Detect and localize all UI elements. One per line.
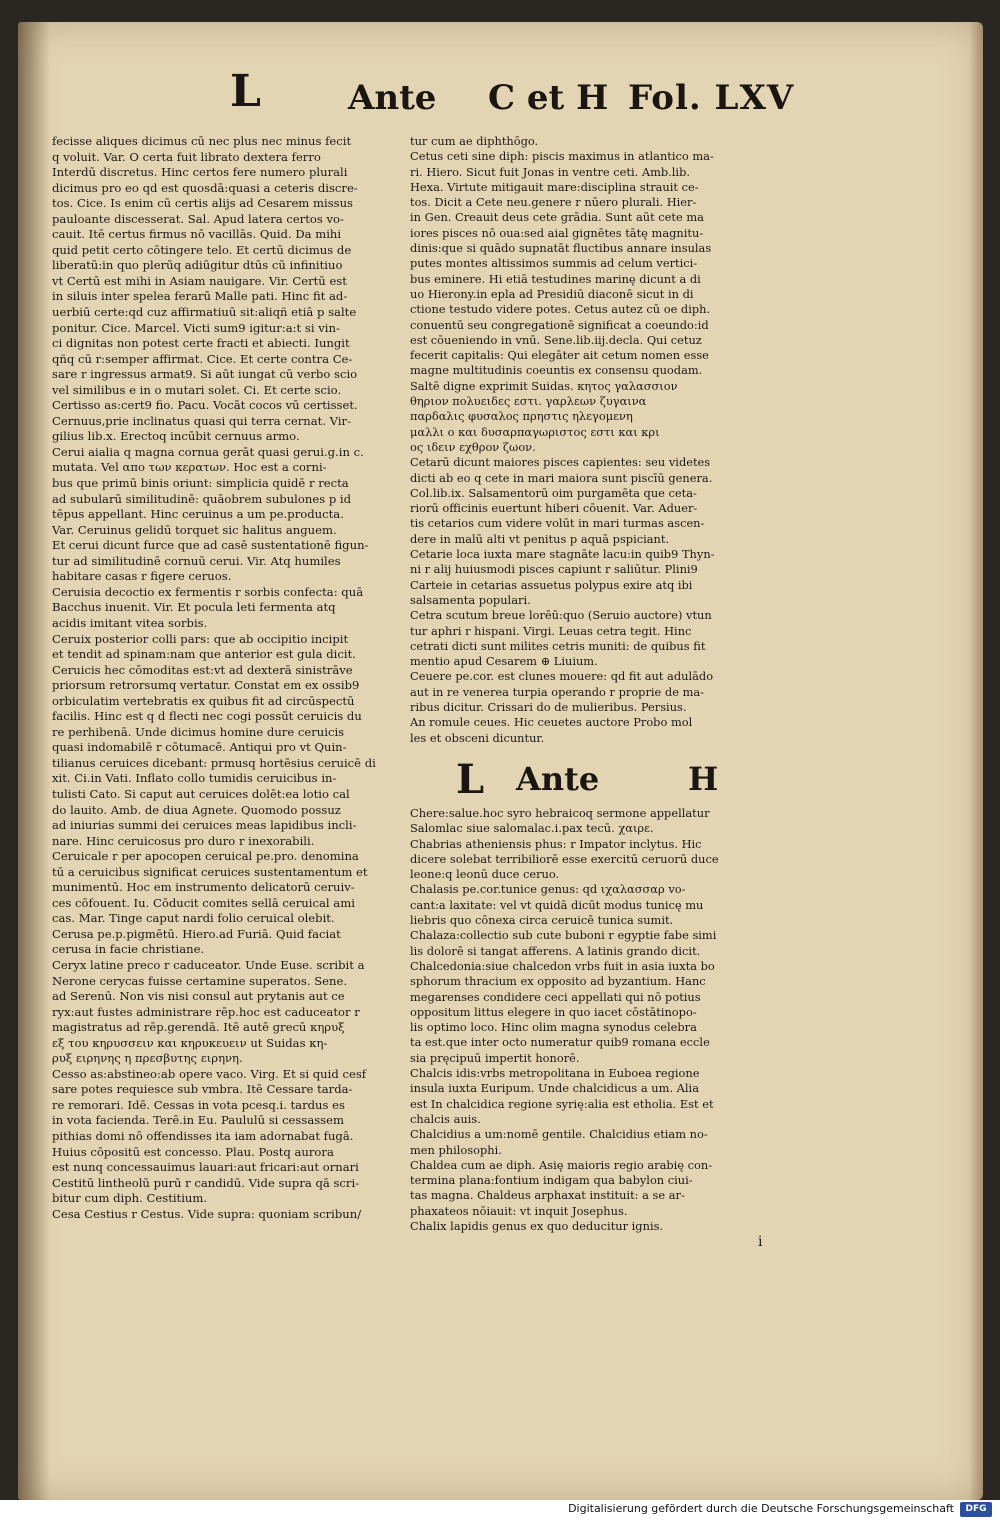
text-line: cas. Mar. Tinge caput nardi folio ceruical olebit.: [52, 911, 335, 926]
text-line: ci dignitas non potest certe fracti et abiecti. Iungit: [52, 336, 350, 351]
text-line: lis dolorē si tangat afferens. A latinis grando dicit.: [410, 943, 701, 958]
text-line: magne multitudinis coeuntis ex consensu quodam.: [410, 363, 703, 378]
text-line: tas magna. Chaldeus arphaxat instituit: a se ar-: [410, 1188, 685, 1203]
text-line: sare potes requiesce sub vmbra. Itē Cessare tarda-: [52, 1082, 353, 1097]
text-line: aut in re venerea turpia operando r proprie de ma-: [410, 684, 705, 699]
text-line: Cestitū lintheolū purū r candidū. Vide supra qā scri-: [52, 1175, 360, 1190]
text-line: Chalaza:collectio sub cute buboni r egyptie fabe simi: [410, 928, 717, 943]
text-line: chalcis auis.: [410, 1111, 481, 1126]
text-line: Ceuere pe.cor. est clunes mouere: qd fit aut adulādo: [410, 669, 714, 684]
text-line: vel similibus e in o mutari solet. Ci. Et certe scio.: [52, 382, 342, 397]
text-line: Bacchus inuenit. Vir. Et pocula leti fermenta atq: [52, 600, 336, 615]
spine-shadow: [18, 22, 50, 1500]
text-line: cauit. Itē certus firmus nō vacillās. Quid. Da mihi: [52, 227, 342, 242]
text-line: munimentū. Hoc em instrumento delicatorū ceruiv-: [52, 880, 355, 895]
text-line: dinis:que si quādo supnatāt fluctibus annare insulas: [410, 241, 712, 256]
text-line: re perhibenā. Unde dicimus homine dure ceruicis: [52, 724, 345, 739]
text-line: acidis imitant vitea sorbis.: [52, 615, 208, 630]
text-line: dicere solebat terribiliorē esse exercitū ceruorū duce: [410, 851, 719, 866]
text-line: riorū officinis euertunt hiberi cōuenit. Var. Aduer-: [410, 501, 698, 516]
right-text-column-lower: [410, 806, 778, 1234]
text-line: bus eminere. Hi etiā testudines marinę dicunt a di: [410, 271, 701, 286]
text-line: Ceruix posterior colli pars: que ab occipitio incipit: [52, 631, 349, 646]
text-line: ad iniurias summi dei ceruices meas lapidibus incli-: [52, 818, 357, 833]
folio-number: Fol. LXV: [628, 78, 795, 118]
text-line: liberatū:in quo plerūq adiūgitur dtūs cū infinitiuo: [52, 258, 343, 273]
header-ante: Ante: [348, 78, 437, 118]
text-line: mentio apud Cesarem ⊕ Liuium.: [410, 654, 598, 669]
funding-credit: Digitalisierung gefördert durch die Deutsche Forschungsgemeinschaft: [568, 1502, 954, 1515]
right-text-column: [410, 134, 778, 746]
text-line: bitur cum diph. Cestitium.: [52, 1191, 208, 1206]
text-line: Col.lib.ix. Salsamentorū oim purgamēta que ceta-: [410, 485, 697, 500]
text-line: insula iuxta Euripum. Unde chalcidicus a um. Alia: [410, 1081, 699, 1096]
text-line: ad subularū similitudinē: quāobrem subulones p id: [52, 491, 352, 506]
text-line: Cetus ceti sine diph: piscis maximus in atlantico ma-: [410, 149, 714, 164]
text-line: tū a ceruicibus significat ceruices sustentamentum et: [52, 864, 368, 879]
text-line: Chalcedonia:siue chalcedon vrbs fuit in asia iuxta bo: [410, 958, 715, 973]
text-line: Carteie in cetarias assuetus polypus exire atq ibi: [410, 577, 693, 592]
text-line: Et cerui dicunt furce que ad casē sustentationē figun-: [52, 538, 369, 553]
text-line: quasi indomabilē r cōtumacē. Antiqui pro vt Quin-: [52, 740, 347, 755]
header-letters: C et H: [488, 78, 609, 118]
text-line: ribus dicitur. Crissari do de mulieribus. Persius.: [410, 699, 687, 714]
text-line: μαλλι ο και δυσαρπαγωριστος εστι και κρι: [410, 424, 660, 439]
text-line: tur cum ae diphthōgo.: [410, 134, 539, 148]
text-line: παρδαλις φυσαλος πρηστις ηλεγομενη: [410, 409, 633, 424]
text-line: Nerone cerycas fuisse certamine superatos. Sene.: [52, 973, 348, 988]
text-line: lis optimo loco. Hinc olim magna synodus celebra: [410, 1020, 697, 1035]
text-line: mutata. Vel απο των κερατων. Hoc est a corni-: [52, 460, 327, 475]
text-line: Chalasis pe.cor.tunice genus: qd ιχαλασσαρ vo-: [410, 882, 686, 897]
text-line: uo Hierony.in epla ad Presidiū diaconē sicut in di: [410, 286, 694, 301]
text-line: Chaldea cum ae diph. Asię maioris regio arabię con-: [410, 1157, 713, 1172]
text-line: Certisso as:cert9 fio. Pacu. Vocāt cocos vū certisset.: [52, 398, 358, 413]
text-line: oppositum littus elegere in quo iacet cōstātinopo-: [410, 1004, 697, 1019]
text-line: est nunq concessauimus lauari:aut fricari:aut ornari: [52, 1160, 359, 1175]
text-line: fecerit capitalis: Qui elegāter ait cetum nomen esse: [410, 348, 709, 363]
text-line: in siluis inter spelea ferarū Malle pati. Hinc fit ad-: [52, 289, 348, 304]
text-line: tulisti Cato. Si caput aut ceruices dolēt:ea lotio cal: [52, 786, 350, 801]
text-line: q voluit. Var. O certa fuit librato dextera ferro: [52, 149, 321, 164]
text-line: tos. Cice. Is enim cū certis alijs ad Cesarem missus: [52, 196, 354, 211]
text-line: ctione testudo videre potes. Cetus autez cū oe diph.: [410, 302, 711, 317]
text-line: magistratus ad rēp.gerendā. Itē autē grecū κηρυξ: [52, 1020, 345, 1035]
text-line: xit. Ci.in Vati. Inflato collo tumidis ceruicibus in-: [52, 771, 337, 786]
text-line: in vota facienda. Terē.in Eu. Paululū si cessassem: [52, 1113, 344, 1128]
text-line: Cesa Cestius r Cestus. Vide supra: quoniam scribun/: [52, 1206, 362, 1221]
text-line: ni r alij huiusmodi pisces capiunt r saliūtur. Plini9: [410, 562, 698, 577]
text-line: Ceruisia decoctio ex fermentis r sorbis confecta: quā: [52, 584, 364, 599]
text-line: priorsum retrorsumq vertatur. Constat em ex ossib9: [52, 678, 360, 693]
text-line: Interdū discretus. Hinc certos fere numero plurali: [52, 165, 348, 180]
text-line: ri. Hiero. Sicut fuit Jonas in ventre ceti. Amb.lib.: [410, 164, 690, 179]
text-line: Huius cōpositū est concesso. Plau. Postq aurora: [52, 1144, 334, 1159]
section-heading-ante: Ante: [516, 760, 600, 798]
text-line: leone:q leonū duce ceruo.: [410, 867, 560, 882]
text-line: tilianus ceruices dicebant: prmusq hortēsius ceruicē di: [52, 755, 376, 770]
text-line: Salomlac siue salomalac.i.pax tecū. χαιρε.: [410, 821, 654, 836]
text-line: do lauito. Amb. de diua Agnete. Quomodo possuz: [52, 802, 341, 817]
text-line: tur aphri r hispani. Virgi. Leuas cetra tegit. Hinc: [410, 623, 692, 638]
text-line: phaxateos nōiauit: vt inquit Josephus.: [410, 1203, 628, 1218]
text-line: sare r ingressus armat9. Si aūt iungat cū verbo scio: [52, 367, 358, 382]
text-line: An romule ceues. Hic ceuetes auctore Probo mol: [410, 715, 693, 730]
text-line: les et obsceni dicuntur.: [410, 730, 545, 745]
text-line: putes montes altissimos summis ad celum vertici-: [410, 256, 698, 271]
text-line: cetrati dicti sunt milites cetris muniti: de quibus fit: [410, 638, 706, 653]
text-line: cant:a laxitate: vel vt quidā dicūt modus tunicę mu: [410, 897, 704, 912]
text-line: orbiculatim vertebratis ex quibus fit ad circūspectū: [52, 693, 355, 708]
text-line: ces cōfouent. Iu. Cōducit comites sellā ceruical ami: [52, 895, 355, 910]
text-line: dicimus pro eo qd est quosdā:quasi a ceteris discre-: [52, 180, 358, 195]
dfg-logo: DFG: [960, 1502, 992, 1517]
text-line: Chabrias atheniensis phus: r Impator inclytus. Hic: [410, 836, 702, 851]
right-column-top-block: [410, 134, 778, 746]
text-line: termina plana:fontium indigam qua babylon ciui-: [410, 1173, 693, 1188]
text-line: ad Serenū. Non vis nisi consul aut prytanis aut ce: [52, 989, 345, 1004]
text-line: iores pisces nō oua:sed aial gignētes tātę magnitu-: [410, 225, 704, 240]
text-line: ponitur. Cice. Marcel. Victi sum9 igitur:a:t si vin-: [52, 320, 340, 335]
text-line: ος ιδειν εχθρον ζωον.: [410, 439, 536, 454]
text-line: conuentū seu congregationē significat a coeundo:id: [410, 317, 709, 332]
text-line: salsamenta populari.: [410, 592, 531, 607]
text-line: Cernuus,prie inclinatus quasi qui terra cernat. Vir-: [52, 413, 352, 428]
text-line: tur ad similitudinē cornuū cerui. Vir. Atq humiles: [52, 553, 341, 568]
signature-mark: i: [758, 1234, 763, 1250]
text-line: cerusa in facie christiane.: [52, 942, 205, 957]
text-line: tis cetarios cum videre volūt in mari turmas ascen-: [410, 516, 705, 531]
text-line: quid petit certo cōtingere telo. Et certū dicimus de: [52, 242, 352, 257]
text-line: Ceruicale r per apocopen ceruical pe.pro. denomina: [52, 849, 359, 864]
text-line: sphorum thracium ex opposito ad byzantium. Hanc: [410, 974, 706, 989]
text-line: Ceryx latine preco r caduceator. Unde Euse. scribit a: [52, 957, 365, 972]
text-line: re remorari. Idē. Cessas in vota pcesq.i. tardus es: [52, 1097, 345, 1112]
text-line: habitare casas r figere ceruos.: [52, 569, 232, 584]
text-line: Cetra scutum breue lorēū:quo (Seruio auctore) vtun: [410, 608, 712, 623]
section-heading-h: H: [688, 760, 719, 798]
text-line: dere in malū alti vt penitus p aquā pspiciant.: [410, 531, 670, 546]
text-line: dicti ab eo q cete in mari maiora sunt piscīū genera.: [410, 470, 713, 485]
text-line: megarenses condidere ceci appellati qui nō potius: [410, 989, 701, 1004]
text-line: pauloante discesserat. Sal. Apud latera certos vo-: [52, 211, 344, 226]
text-line: Cerusa pe.p.pigmētū. Hiero.ad Furiā. Quid faciat: [52, 926, 341, 941]
text-line: facilis. Hinc est q d flecti nec cogi possūt ceruicis du: [52, 709, 362, 724]
text-line: Chalcis idis:vrbs metropolitana in Euboea regione: [410, 1066, 700, 1081]
text-line: est In chalcidica regione syrię:alia est etholia. Est et: [410, 1096, 714, 1111]
text-line: uerbiū certe:qd cuz affirmatiuū sit:aliqñ etiā p salte: [52, 305, 357, 320]
text-line: ta est.que inter octo numeratur quib9 romana eccle: [410, 1035, 710, 1050]
text-line: est cōueniendo in vnū. Sene.lib.iij.decla. Qui cetuz: [410, 332, 702, 347]
text-line: Cesso as:abstineo:ab opere vaco. Virg. Et si quid cesf: [52, 1066, 367, 1081]
text-line: εξ του κηρυσσειν και κηρυκευειν ut Suidas κη-: [52, 1035, 328, 1050]
header-letter: L: [230, 66, 261, 117]
text-line: θηριον πολυειδες εστι. γαρλεων ζυγαινα: [410, 394, 647, 409]
text-line: pithias domi nō offendisses ita iam adornabat fugā.: [52, 1129, 354, 1143]
text-line: Saltē digne exprimit Suidas. κητος γαλασσιον: [410, 378, 678, 393]
text-line: liebris quo cōnexa circa ceruicē tunica sumit.: [410, 913, 674, 928]
text-line: men philosophi.: [410, 1142, 502, 1157]
text-line: Hexa. Virtute mitigauit mare:disciplina strauit ce-: [410, 179, 699, 194]
text-line: ryx:aut fustes administrare rēp.hoc est caduceator r: [52, 1004, 360, 1019]
text-line: Cetarie loca iuxta mare stagnāte lacu:in quib9 Thyn-: [410, 547, 715, 562]
text-line: in Gen. Creauit deus cete grādia. Sunt aūt cete ma: [410, 210, 704, 225]
page-edge: [969, 22, 983, 1500]
text-line: Var. Ceruinus gelidū torquet sic halitus anguem.: [52, 522, 337, 537]
text-line: Chere:salue.hoc syro hebraicoq sermone appellatur: [410, 806, 710, 820]
text-line: tēpus appellant. Hinc ceruinus a um pe.producta.: [52, 507, 344, 522]
text-line: vt Certū est mihi in Asiam nauigare. Vir. Certū est: [52, 273, 347, 288]
text-line: fecisse aliques dicimus cū nec plus nec minus fecit: [52, 134, 352, 148]
text-line: tos. Dicit a Cete neu.genere r nūero plurali. Hier-: [410, 195, 697, 210]
text-line: bus que primū binis oriunt: simplicia quidē r recta: [52, 476, 349, 491]
text-line: nare. Hinc ceruicosus pro duro r inexorabili.: [52, 833, 315, 848]
text-line: Cerui aialia q magna cornua gerāt quasi gerui.g.in c.: [52, 444, 364, 459]
text-line: sia pręcipuū impertit honorē.: [410, 1050, 580, 1065]
text-line: gilius lib.x. Erectoq incūbit cernuus armo.: [52, 429, 300, 444]
text-line: Ceruicis hec cōmoditas est:vt ad dexterā sinistrāve: [52, 662, 353, 677]
text-line: ρυξ ειρηνης η πρεσβυτης ειρηνη.: [52, 1051, 243, 1066]
left-text-column: [52, 134, 408, 1222]
text-line: qñq cū r:semper affirmat. Cice. Et certe contra Ce-: [52, 351, 353, 366]
section-heading-letter: L: [456, 756, 485, 803]
text-line: et tendit ad spinam:nam que anterior est gula dicit.: [52, 647, 356, 662]
text-line: Cetarū dicunt maiores pisces capientes: seu videtes: [410, 455, 711, 470]
text-line: Chalix lapidis genus ex quo deducitur ignis.: [410, 1219, 664, 1234]
text-line: Chalcidius a um:nomē gentile. Chalcidius etiam no-: [410, 1127, 708, 1142]
